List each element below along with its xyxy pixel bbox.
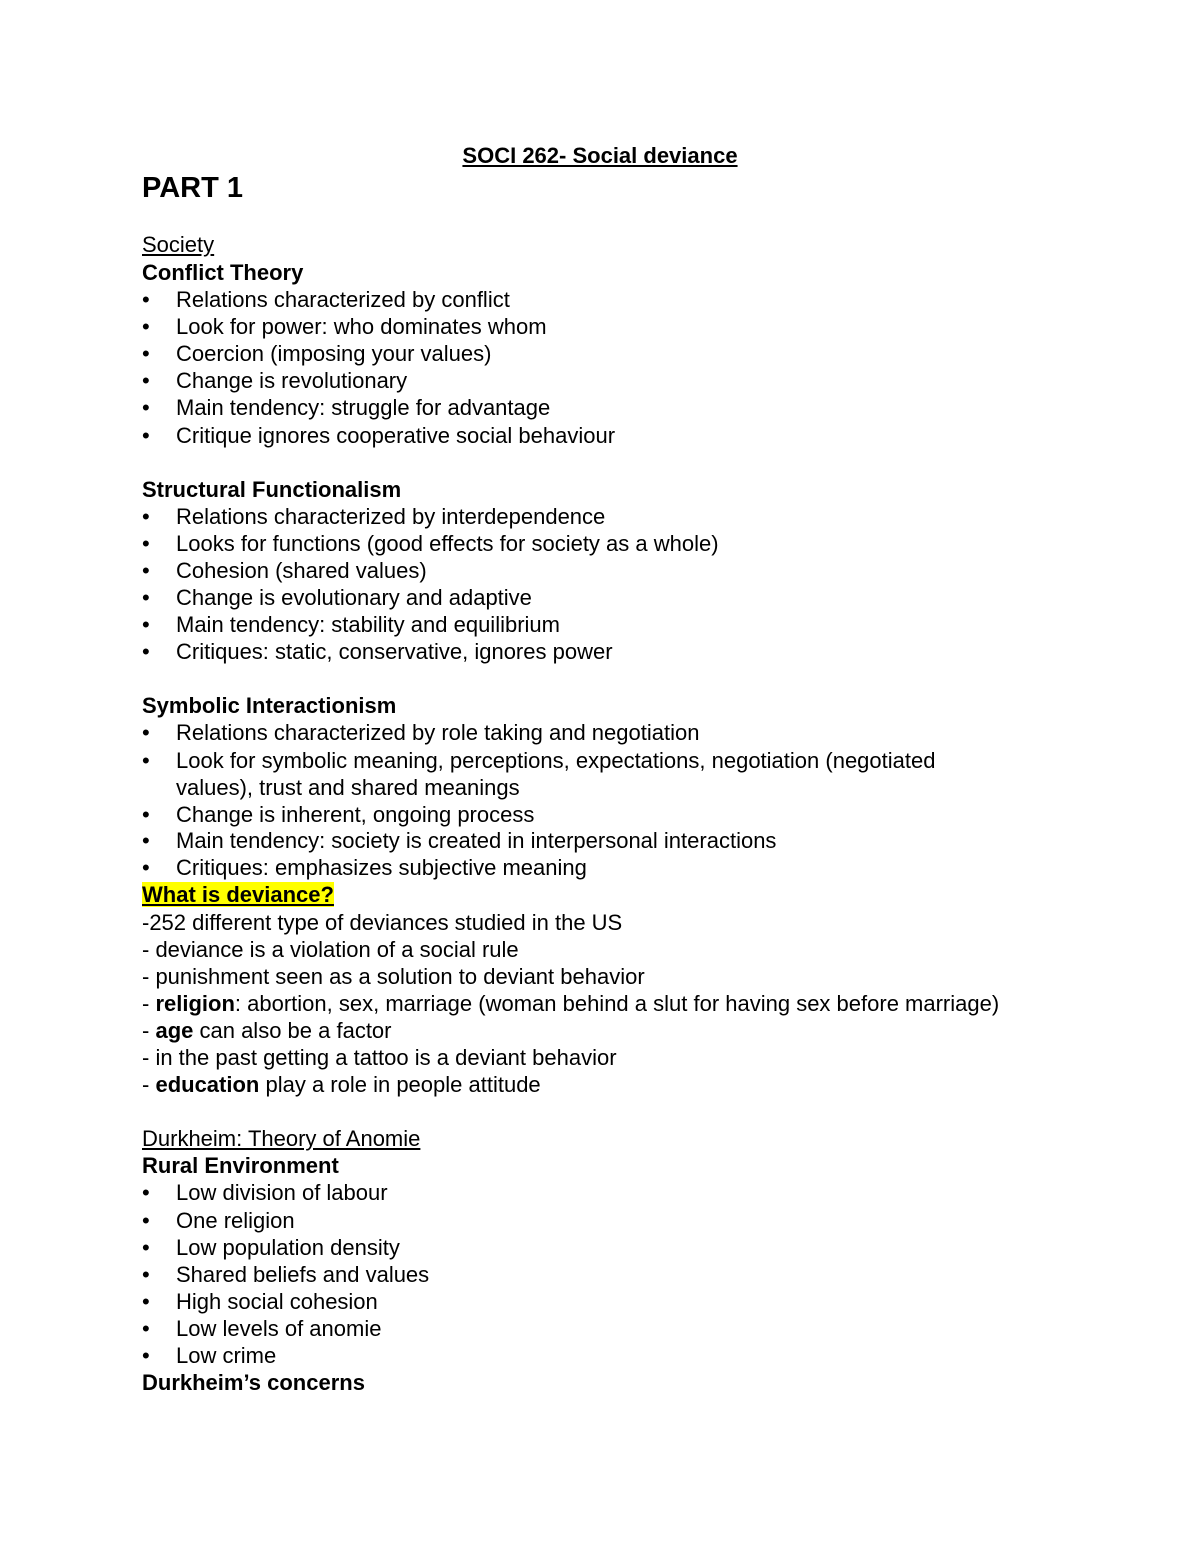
bullet-icon: • [142, 855, 150, 880]
bullet-icon: • [142, 1208, 150, 1233]
deviance-note: -252 different type of deviances studied in the US [142, 910, 623, 935]
bullet-icon: • [142, 1343, 150, 1368]
bullet-icon: • [142, 1180, 150, 1205]
bullet-icon: • [142, 314, 150, 339]
bullet-icon: • [142, 612, 150, 637]
durkheim-concerns-heading: Durkheim’s concerns [142, 1370, 365, 1395]
bullet-icon: • [142, 287, 150, 312]
bullet-icon: • [142, 585, 150, 610]
bullet-icon: • [142, 423, 150, 448]
society-heading: Society [142, 232, 215, 257]
structural-functionalism-heading: Structural Functionalism [142, 477, 402, 502]
bullet-icon: • [142, 1289, 150, 1314]
bullet-icon: • [142, 802, 150, 827]
part-heading: PART 1 [142, 172, 243, 204]
document-title: SOCI 262- Social deviance [462, 143, 738, 168]
bullet-icon: • [142, 828, 150, 853]
bullet-icon: • [142, 748, 150, 773]
deviance-heading: What is deviance? [142, 882, 334, 907]
bullet-icon: • [142, 558, 150, 583]
bullet-icon: • [142, 720, 150, 745]
symbolic-interactionism-heading: Symbolic Interactionism [142, 693, 397, 718]
bullet-icon: • [142, 395, 150, 420]
bullet-icon: • [142, 639, 150, 664]
bullet-icon: • [142, 368, 150, 393]
bullet-icon: • [142, 1262, 150, 1287]
deviance-note: - religion: abortion, sex, marriage (woman behind a slut for having sex before marriage) [142, 991, 1000, 1016]
deviance-note: - education play a role in people attitude [142, 1072, 541, 1097]
bullet-icon: • [142, 531, 150, 556]
deviance-note: - punishment seen as a solution to deviant behavior [142, 964, 645, 989]
durkheim-heading: Durkheim: Theory of Anomie [142, 1126, 421, 1151]
rural-environment-heading: Rural Environment [142, 1153, 339, 1178]
deviance-note: - in the past getting a tattoo is a deviant behavior [142, 1045, 617, 1070]
document-page: SOCI 262- Social deviance PART 1 Society Conflict Theory • Relations characterized by conflict • Look for power: who dominates whom • Coercion (imposing your values) • Change is revolutionary • Main tendency: struggle for advantage • Critique ignores cooperative social behaviour Structural Functionalism • Relations characterized by interdependence • Looks for functions (good effects for society as a whole) • Cohesion (shared values) • Change is evolutionary and adaptive • Main tendency: stability and equilibrium • Critiques: static, conservative, ignores power Symbolic Interactionism • Relations characterized by role taking and negotiation • Look for symbolic meaning, perceptions, expectations, negotiation (negotiated values), trust and shared meanings • Change is inherent, ongoing process • Main tendency: society is created in interpersonal interactions • Critiques: emphasizes subjective meaning What is deviance? -252 different type of deviances studied in the US - deviance is a violation of a social rule - punishment seen as a solution to deviant behavior - religion: abortion, sex, marriage (woman behind a slut for having sex before marriage) - age can also be a factor - in the past getting a tattoo is a deviant behavior - education play a role in people attitude Durkheim: Theory of Anomie Rural Environment • Low division of labour • One religion • Low population density • Shared beliefs and values • High social cohesion • Low levels of anomie • Low crime Durkheim’s concerns [0, 0, 1200, 1553]
bullet-icon: • [142, 1235, 150, 1260]
bullet-icon: • [142, 341, 150, 366]
bullet-icon: • [142, 1316, 150, 1341]
deviance-note: - age can also be a factor [142, 1018, 392, 1043]
bullet-icon: • [142, 504, 150, 529]
deviance-note: - deviance is a violation of a social rule [142, 937, 519, 962]
conflict-theory-heading: Conflict Theory [142, 260, 304, 285]
deviance-heading-row [142, 881, 334, 908]
